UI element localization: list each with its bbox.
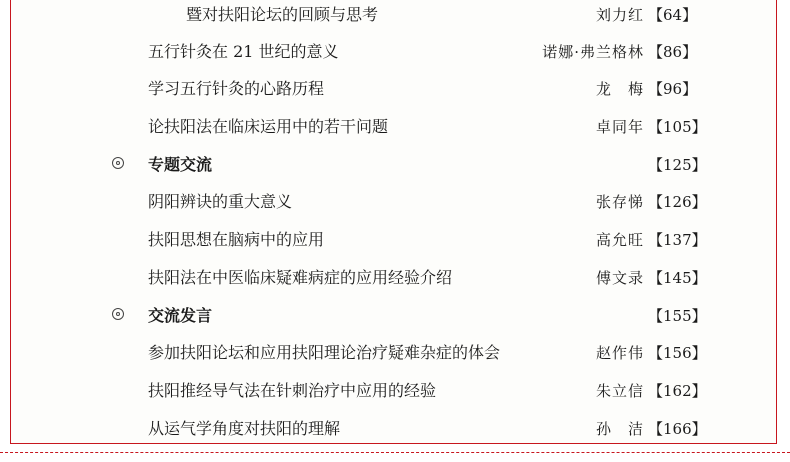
toc-entry[interactable]: [0, 266, 790, 290]
toc-entry[interactable]: [0, 228, 790, 252]
toc-author: 赵作伟: [595, 344, 644, 362]
toc-entry[interactable]: [0, 417, 790, 441]
toc-author: 卓同年: [595, 118, 644, 136]
toc-page-number: 【166】: [648, 420, 707, 438]
toc-section[interactable]: [0, 304, 790, 328]
section-bullet-icon: [112, 157, 124, 169]
toc-entry[interactable]: [0, 115, 790, 139]
toc-entry[interactable]: [0, 77, 790, 101]
toc-title: 阴阳辨诀的重大意义: [148, 192, 293, 211]
toc-author: 朱立信: [595, 382, 644, 400]
toc-title: 参加扶阳论坛和应用扶阳理论治疗疑难杂症的体会: [148, 343, 501, 362]
toc-page-number: 【155】: [648, 307, 707, 325]
toc-title: 论扶阳法在临床运用中的若干问题: [148, 117, 389, 136]
toc-entry[interactable]: [0, 341, 790, 365]
toc-entry[interactable]: [0, 3, 790, 27]
toc-page-number: 【162】: [648, 382, 707, 400]
toc-page-number: 【125】: [648, 156, 707, 174]
toc-author: 诺娜·弗兰格林: [542, 43, 644, 61]
toc-title: 学习五行针灸的心路历程: [148, 79, 325, 98]
dashed-divider: [0, 452, 790, 453]
toc-section[interactable]: [0, 153, 790, 177]
page-frame: [10, 0, 777, 444]
toc-entry[interactable]: [0, 379, 790, 403]
toc-title: 专题交流: [148, 155, 213, 174]
toc-title: 从运气学角度对扶阳的理解: [148, 419, 341, 438]
toc-title: 扶阳法在中医临床疑难病症的应用经验介绍: [148, 268, 453, 287]
toc-title: 五行针灸在 21 世纪的意义: [148, 42, 339, 61]
toc-page-number: 【156】: [648, 344, 707, 362]
toc-title: 交流发言: [148, 306, 213, 325]
toc-page-number: 【86】: [648, 43, 698, 61]
toc-page-number: 【96】: [648, 80, 698, 98]
toc-page-number: 【64】: [648, 6, 698, 24]
toc-title: 暨对扶阳论坛的回顾与思考: [186, 5, 379, 24]
toc-entry[interactable]: [0, 190, 790, 214]
toc-title: 扶阳思想在脑病中的应用: [148, 230, 325, 249]
toc-page-number: 【126】: [648, 193, 707, 211]
toc-page-number: 【137】: [648, 231, 707, 249]
toc-author: 张存悌: [595, 193, 644, 211]
toc-author: 高允旺: [595, 231, 644, 249]
toc-author: 龙 梅: [595, 80, 644, 98]
toc-entry[interactable]: [0, 40, 790, 64]
toc-title: 扶阳推经导气法在针刺治疗中应用的经验: [148, 381, 437, 400]
toc-author: 孙 洁: [595, 420, 644, 438]
toc-author: 傅文录: [595, 269, 644, 287]
toc-page-number: 【105】: [648, 118, 707, 136]
toc-page-number: 【145】: [648, 269, 707, 287]
toc-author: 刘力红: [595, 6, 644, 24]
section-bullet-icon: [112, 308, 124, 320]
